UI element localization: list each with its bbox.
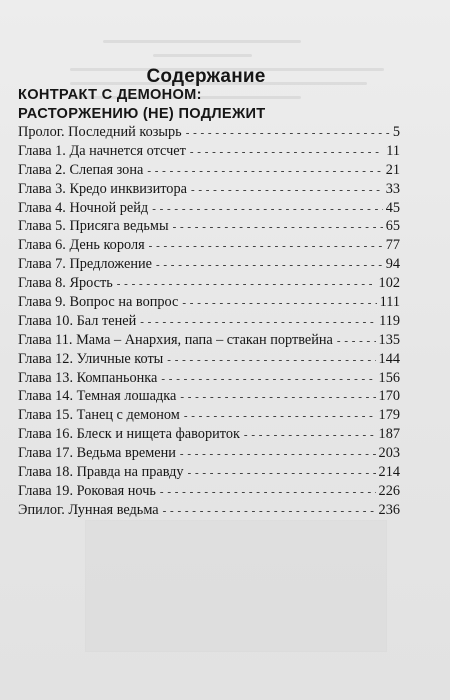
toc-leader-dashes [163,502,376,521]
toc-entry-title: Глава 16. Блеск и нищета фавориток [18,426,240,443]
book-title-line-2: РАСТОРЖЕНИЮ (НЕ) ПОДЛЕЖИТ [18,106,266,122]
toc-entry-title: Глава 1. Да начнется отсчет [18,142,186,159]
toc-entry [18,406,400,425]
toc-entry-title: Глава 19. Роковая ночь [18,482,156,499]
toc-entry [18,331,400,350]
toc-leader-dashes [149,237,383,256]
toc-entry-title: Глава 8. Ярость [18,275,113,292]
toc-entry-title: Пролог. Последний козырь [18,124,182,140]
toc-entry [18,463,400,482]
toc-entry-page-number: 77 [385,237,400,254]
toc-leader-dashes [184,407,376,426]
toc-entry-page-number: 33 [385,180,400,197]
toc-entry-title: Глава 14. Темная лошадка [18,388,177,405]
toc-entry [18,255,400,274]
toc-entry-page-number: 111 [379,294,400,311]
toc-entry [18,161,400,180]
toc-leader-dashes [140,313,376,332]
toc-entry-title: Глава 7. Предложение [18,256,152,273]
toc-entry-page-number: 21 [385,161,400,178]
toc-entry [18,274,400,293]
table-of-contents [18,123,400,520]
toc-entry [18,350,400,369]
toc-entry-title: Эпилог. Лунная ведьма [18,501,159,518]
toc-entry-title: Глава 17. Ведьма времени [18,445,176,462]
toc-entry-title: Глава 4. Ночной рейд [18,199,149,216]
toc-entry-page-number: 135 [378,331,400,348]
toc-entry [18,369,400,388]
toc-leader-dashes [180,445,376,464]
toc-entry-title: Глава 2. Слепая зона [18,161,144,178]
toc-entry [18,217,400,236]
toc-entry [18,236,400,255]
toc-leader-dashes [156,256,383,275]
toc-entry-title: Глава 11. Мама – Анархия, папа – стакан портвейна [18,331,333,348]
toc-entry [18,444,400,463]
toc-entry-page-number: 187 [378,426,400,443]
toc-entry-title: Глава 18. Правда на правду [18,464,184,481]
toc-entry-page-number: 170 [378,388,400,405]
toc-entry [18,293,400,312]
toc-leader-dashes [161,370,375,389]
toc-entry [18,482,400,501]
toc-entry-title: Глава 5. Присяга ведьмы [18,218,169,235]
book-title [18,86,408,124]
toc-entry [18,142,400,161]
toc-leader-dashes [147,162,382,181]
toc-entry-page-number: 5 [392,124,400,140]
bleed-through-image [85,520,387,652]
toc-leader-dashes [186,124,390,143]
toc-leader-dashes [117,275,376,294]
toc-entry-title: Глава 6. День короля [18,237,145,254]
toc-entry-title: Глава 3. Кредо инквизитора [18,180,187,197]
toc-leader-dashes [173,218,383,237]
toc-entry-page-number: 179 [378,407,400,424]
toc-leader-dashes [167,351,375,370]
toc-entry [18,180,400,199]
toc-entry-title: Глава 10. Бал теней [18,312,137,329]
book-title-line-1: КОНТРАКТ С ДЕМОНОМ: [18,87,202,103]
toc-entry-page-number: 102 [378,275,400,292]
toc-entry-page-number: 11 [386,142,400,159]
toc-entry-title: Глава 12. Уличные коты [18,350,164,367]
toc-entry-title: Глава 15. Танец с демоном [18,407,180,424]
toc-leader-dashes [337,332,376,351]
toc-entry-title: Глава 13. Компаньонка [18,369,158,386]
toc-entry-page-number: 45 [385,199,400,216]
toc-entry [18,387,400,406]
toc-leader-dashes [160,483,376,502]
toc-entry-page-number: 119 [379,312,400,329]
toc-leader-dashes [188,464,376,483]
contents-heading: Содержание [146,66,266,87]
toc-entry-page-number: 144 [378,350,400,367]
toc-entry-page-number: 203 [378,445,400,462]
toc-entry-page-number: 236 [378,501,400,518]
toc-entry-page-number: 156 [378,369,400,386]
toc-entry-title: Глава 9. Вопрос на вопрос [18,294,179,311]
toc-entry [18,501,400,520]
toc-leader-dashes [191,181,383,200]
toc-entry [18,123,400,142]
toc-leader-dashes [182,294,376,313]
toc-leader-dashes [152,200,383,219]
toc-entry [18,425,400,444]
toc-leader-dashes [244,426,376,445]
toc-entry-page-number: 226 [378,482,400,499]
toc-entry-page-number: 65 [385,218,400,235]
toc-entry-page-number: 94 [385,256,400,273]
toc-entry [18,312,400,331]
toc-entry-page-number: 214 [378,464,400,481]
toc-leader-dashes [190,143,383,162]
toc-leader-dashes [180,388,375,407]
toc-entry [18,199,400,218]
